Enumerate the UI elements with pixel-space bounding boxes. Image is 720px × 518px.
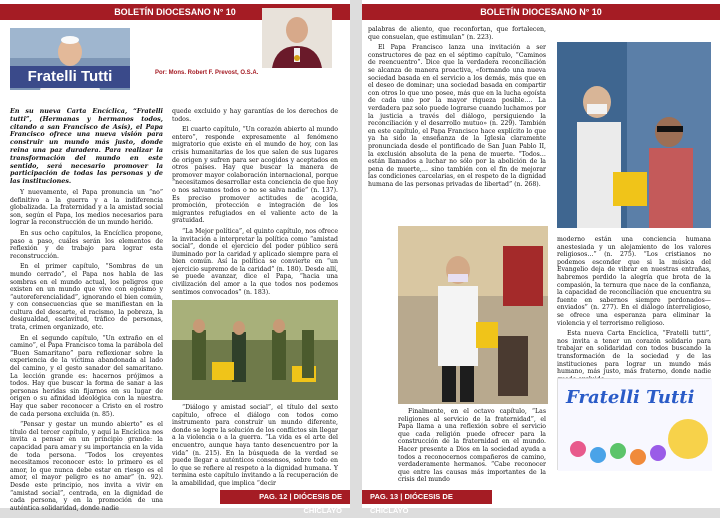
mask-aid-photo: [557, 42, 711, 228]
paragraph: En sus ocho capítulos, la Encíclica propone, paso a paso, cuáles serán los elementos de reflexión y de trabajo para lograr esta reconstrucción.: [10, 229, 163, 260]
paragraph: quede excluido y hay garantías de los derechos de todos.: [172, 108, 338, 123]
left-column-2: [172, 108, 338, 299]
left-page: [0, 0, 350, 515]
paragraph: En el segundo capítulo, “Un extraño en el camino”, el Papa Francisco toma la parábola del “Buen Samaritano” para reflexionar sobre la experiencia de la víctima abandonada al lado del camino, y el gesto sanador del samaritano. La lección grande es: hacernos prójimos a todos. Hay que buscar la forma de sanar a las personas heridas sin fijarnos en su lugar de origen o su afinidad ideológica con la nuestra. Hay que saber reconocer a Cristo en el rostro de cada persona excluida (n. 85).: [10, 334, 163, 418]
paragraph: En el primer capítulo, “Sombras de un mundo cerrado”, el Papa nos habla de las sombras en el mundo actual, los peligros que existen en un mundo que vive con egoísmo y “autoreferencialidad”, ignorando el bien común, y con consecuencias que se manifiestan en la cultura del descarte, el racismo, la pobreza, la desigualdad, esclavitud, tráfico de personas, trata, crimen organizado, etc.: [10, 263, 163, 332]
paragraph: “La Mejor política”, el quinto capítulo, nos ofrece la invitación a interpretar la política como “amistad social”, donde el ejercicio del poder público será iluminado por la caridad y aplicado siempre para el bien común. Así la política se convierte en “un ejercicio supremo de la caridad” (n. 180). Desde allí, se puede avanzar, dice el Papa, “hacia una civilización del amor a la que todos nos podemos sentimos convocados” (n. 183).: [172, 227, 338, 296]
paragraph: “Diálogo y amistad social”, el título del sexto capítulo, ofrece el diálogo con todos como instrumento para construir un mundo diferente, donde se logre la solución de los conflictos sin llegar a la violencia o a la guerra. “La vida es el arte del encuentro, aunque haya tanto desencuentro por la vida” (n. 215). En la búsqueda de la verdad se puede llegar a auténticos consensos, sobre todo en lo que se refiere al respeto a la dignidad humana. Y termina este capítulo invitando a la recuperación de la amabilidad, que implica “decir: [172, 404, 338, 487]
intro-paragraph: En su nueva Carta Encíclica, “Fratelli tutti”, (Hermanas y hermanos todos, citando a san Francisco de Asís), el Papa Francisco ofrece una nueva visión para construir un mundo más justo, donde reina una paz duradera. Para realizar la transformación del mundo en este sentido, será necesario promover la participación de todas las personas y de las instituciones.: [10, 107, 163, 186]
right-column-2: [557, 236, 711, 386]
logo-text: Fratelli Tutti: [566, 387, 695, 408]
footer-text: PAG. 12 | DIÓCESIS DE CHICLAYO: [259, 492, 342, 515]
priest-photo: [398, 226, 548, 404]
right-column-1: [368, 26, 546, 191]
bishop-photo: [262, 8, 332, 68]
paragraph: El cuarto capítulo, “Un corazón abierto al mundo entero”, responde expresamente al fenómeno migratorio que existe en el mundo de hoy, con las crisis humanitarias de los que salen de sus lugares de origen y sufren para ser acogidos y aceptados en otros países. Hay que buscar la manera de promover mayor colaboración internacional, porque “necesitamos desarrollar esta conciencia de que hoy o nos salvamos todos o no se salva nadie” (n. 137). Es preciso promover actitudes de acogida, promoción, protección e integración de los migrantes refugiados en el valiente acto de la gratuidad.: [172, 126, 338, 225]
right-column-1-bottom: [398, 408, 546, 487]
banner-title: Fratelli Tutti: [10, 66, 130, 88]
paragraph: palabras de aliento, que reconfortan, que fortalecen, que consuelan, que estimulan” (n. 223).: [368, 26, 546, 41]
footer-band: [220, 490, 350, 515]
byline: Por: Mons. Robert F. Prevost, O.S.A.: [155, 70, 259, 76]
right-page: [362, 0, 720, 515]
fratelli-tutti-logo: [557, 378, 711, 470]
aid-delivery-photo: [172, 300, 338, 400]
left-column-1: [10, 108, 163, 515]
paragraph: moderno están una conciencia humana anestesiada y un alejamiento de los valores religiosos…” (n. 275). “Los cristianos no podemos esconder que si la música del Evangelio deja de vibrar en nuestras entrañas, habremos perdido la alegría que brota de la compasión, la ternura que nace de la confianza, la capacidad de reconciliación que encuentra su fuente en sabernos siempre perdonados—enviados” (n. 277). En el diálogo interreligioso, se ofrece una esperanza para eliminar la violencia y el terrorismo religioso.: [557, 236, 711, 327]
paragraph: Esta nueva Carta Encíclica, “Fratelli tutti”, nos invita a tener un corazón solidario para trabajar en solidaridad con todos buscando la transformación de la sociedad y de las instituciones para lograr un mundo más humano, más justo, más fraterno, donde nadie: [557, 330, 711, 376]
header-title: BOLETÍN DIOCESANO N° 10: [480, 7, 602, 17]
header-band: [362, 4, 720, 20]
paragraph: “Pensar y gestar un mundo abierto” es el título del tercer capítulo, y aquí la Encíclica nos invita a pensar en un principio grande: la capacidad para amar y su importancia en la vida de toda persona. “Todos los creyentes necesitamos reconocer esto: lo primero es el amor, lo que nunca debe estar en riesgo es el amor, el mayor peligro es no amar” (n. 92). Desde este principio, nos invita a vivir en “amistad social”, centrada, en la dignidad de cada persona, y en la promoción de una auténtica solidaridad, donde nadie: [10, 421, 163, 512]
header-title: BOLETÍN DIOCESANO N° 10: [114, 7, 236, 17]
footer-text: PAG. 13 | DIÓCESIS DE CHICLAYO: [370, 492, 453, 515]
paragraph: Y nuevamente, el Papa pronuncia un “no” definitivo a la guerra y a la indiferencia globalizada. La fraternidad y a la amistad social son, según el Papa, los medios necesarios para lograr la reconstrucción de un mundo herido.: [10, 188, 163, 227]
footer-band: [362, 490, 492, 515]
left-column-2-bottom: [172, 404, 338, 491]
paragraph: El Papa Francisco lanza una invitación a ser constructores de paz en el séptimo capítulo, “Caminos de reencuentro”. Dice que la verdadera reconciliación se alcanza de manera proactiva, «formando una nueva sociedad basada en el servicio a los demás, más que en el deseo de dominar; una sociedad basada en compartir con otros lo que uno posee, más que en la lucha egoísta de cada uno por la mayor riqueza posible…. La verdadera paz solo puede lograrse cuando luchamos por la justicia a través del diálogo, persiguiendo la reconciliación y el desarrollo mutuo» (n. 229). También en este capítulo, el Papa Francisco hace explícito lo que ya ha sido la enseñanza de la Iglesia claramente pronunciada desde el pontificado de San Juan Pablo II, la exclusión absoluta de la pena de muerte. “Todos… están llamados a luchar no sólo por la abolición de la pena de muerte,… sino también con el fin de mejorar las condiciones carcelarias, en el respeto de la dignidad humana de las personas privadas de libertad” (n. 268).: [368, 44, 546, 188]
paragraph: Finalmente, en el octavo capítulo, “Las religiones al servicio de la fraternidad”, el Papa llama a una reflexión sobre el servicio que cada religión puede ofrecer para la construcción de la fraternidad en el mundo. Hacer presente a Dios en la sociedad ayuda a todos a reconocernos compañeros de camino, verdaderamente hermanos. “Cabe reconocer que entre las causas más importantes de la crisis del mundo: [398, 408, 546, 484]
